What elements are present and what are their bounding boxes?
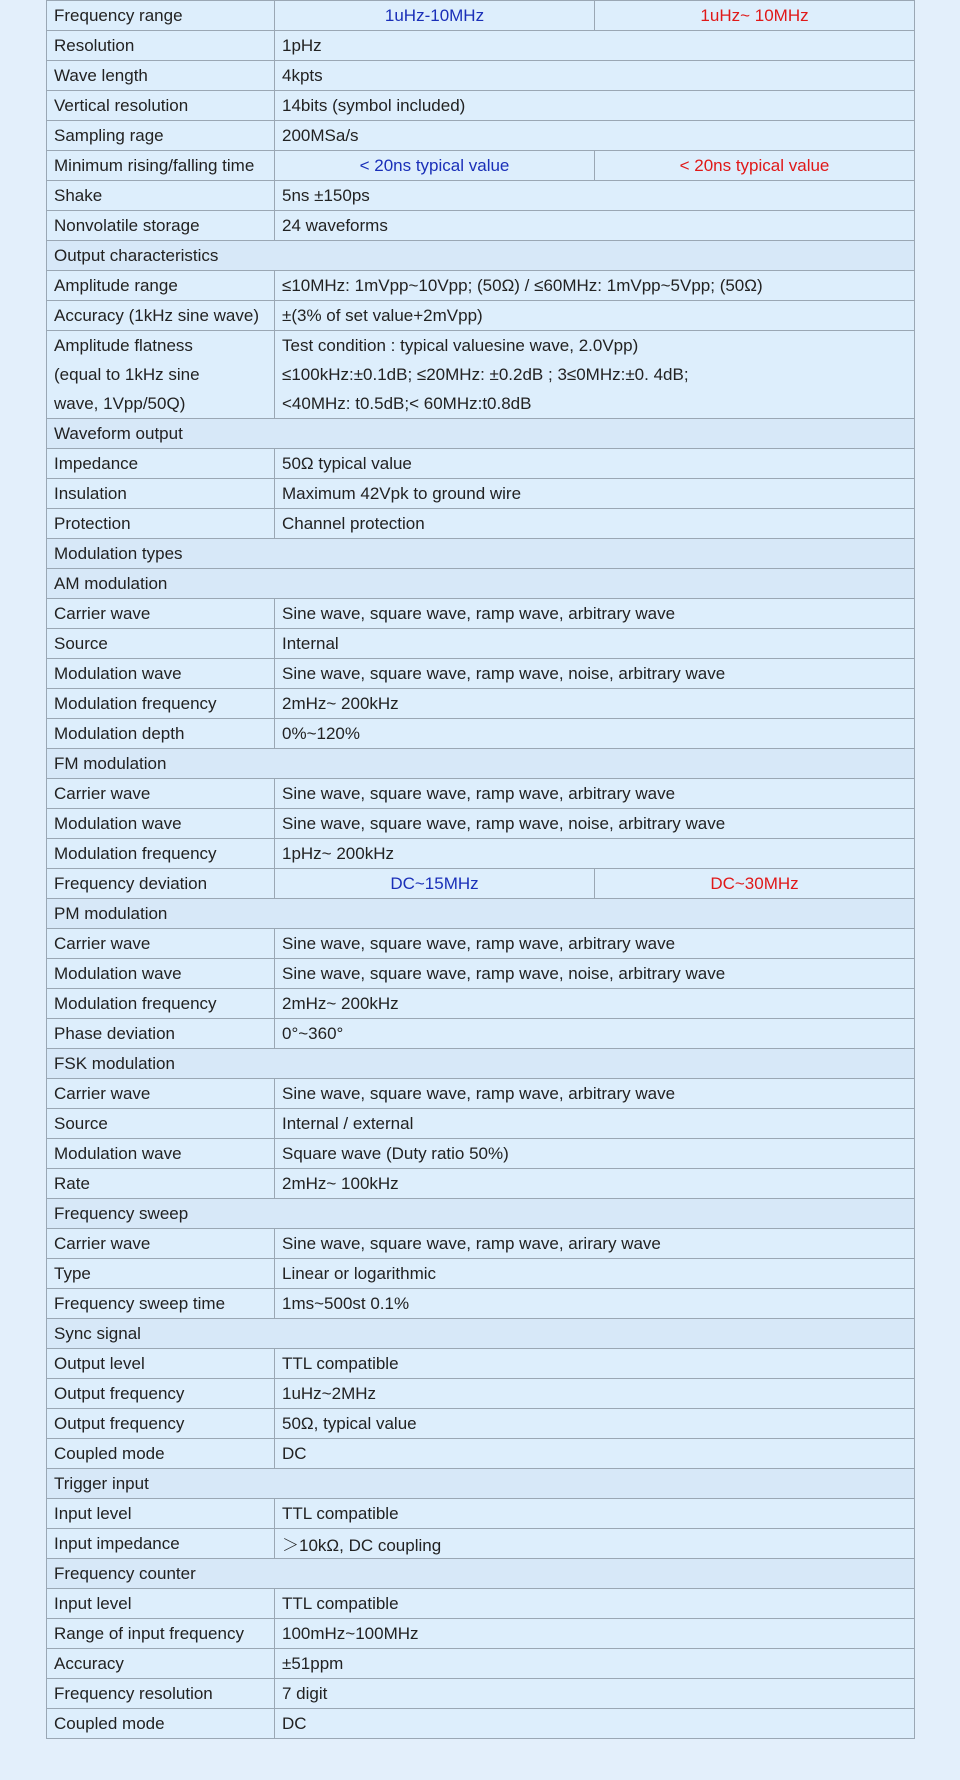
spec-value: 2mHz~ 100kHz — [275, 1169, 915, 1199]
spec-row — [47, 1529, 915, 1559]
section-title: Waveform output — [47, 419, 915, 449]
section-header-row — [47, 1199, 915, 1229]
spec-label: Source — [47, 1109, 275, 1139]
spec-value: ≤10MHz: 1mVpp~10Vpp; (50Ω) / ≤60MHz: 1mVpp~5Vpp; (50Ω) — [275, 271, 915, 301]
spec-row — [47, 121, 915, 151]
page-bottom-margin — [0, 1745, 960, 1780]
spec-label: Modulation wave — [47, 809, 275, 839]
spec-label: Accuracy (1kHz sine wave) — [47, 301, 275, 331]
spec-row — [47, 1289, 915, 1319]
spec-value: <40MHz: t0.5dB;< 60MHz:t0.8dB — [275, 389, 915, 419]
spec-label: Coupled mode — [47, 1709, 275, 1739]
spec-value-model-a: < 20ns typical value — [275, 151, 595, 181]
spec-row — [47, 1379, 915, 1409]
spec-label: Modulation wave — [47, 659, 275, 689]
spec-value: ±(3% of set value+2mVpp) — [275, 301, 915, 331]
section-title: Frequency counter — [47, 1559, 915, 1589]
spec-row — [47, 989, 915, 1019]
section-title: Sync signal — [47, 1319, 915, 1349]
spec-label: Protection — [47, 509, 275, 539]
spec-label: Carrier wave — [47, 1229, 275, 1259]
spec-value: Sine wave, square wave, ramp wave, arbitrary wave — [275, 779, 915, 809]
spec-value: 1ms~500st 0.1% — [275, 1289, 915, 1319]
spec-label: Input level — [47, 1589, 275, 1619]
section-header-row — [47, 241, 915, 271]
spec-label: Modulation wave — [47, 1139, 275, 1169]
spec-value: Internal — [275, 629, 915, 659]
spec-label: Rate — [47, 1169, 275, 1199]
spec-label: Minimum rising/falling time — [47, 151, 275, 181]
spec-label: Phase deviation — [47, 1019, 275, 1049]
spec-value: Sine wave, square wave, ramp wave, arbitrary wave — [275, 929, 915, 959]
spec-row — [47, 1619, 915, 1649]
section-title: FSK modulation — [47, 1049, 915, 1079]
spec-label: Modulation depth — [47, 719, 275, 749]
spec-row — [47, 629, 915, 659]
section-header-row — [47, 1319, 915, 1349]
section-header-row — [47, 1559, 915, 1589]
spec-label: Output level — [47, 1349, 275, 1379]
spec-row — [47, 599, 915, 629]
spec-value-model-a: 1uHz-10MHz — [275, 1, 595, 31]
spec-value-model-b: 1uHz~ 10MHz — [595, 1, 915, 31]
spec-value: 1uHz~2MHz — [275, 1379, 915, 1409]
spec-label: Frequency deviation — [47, 869, 275, 899]
spec-row — [47, 31, 915, 61]
spec-row — [47, 689, 915, 719]
spec-value: Sine wave, square wave, ramp wave, arbitrary wave — [275, 1079, 915, 1109]
spec-value: 24 waveforms — [275, 211, 915, 241]
spec-row — [47, 1169, 915, 1199]
spec-value-model-b: < 20ns typical value — [595, 151, 915, 181]
spec-row — [47, 1259, 915, 1289]
spec-row-split — [47, 151, 915, 181]
spec-value: ±51ppm — [275, 1649, 915, 1679]
section-title: FM modulation — [47, 749, 915, 779]
spec-label: Frequency sweep time — [47, 1289, 275, 1319]
spec-value: 50Ω, typical value — [275, 1409, 915, 1439]
spec-value-model-a: DC~15MHz — [275, 869, 595, 899]
spec-value: 0°~360° — [275, 1019, 915, 1049]
spec-label: Amplitude range — [47, 271, 275, 301]
spec-label: Range of input frequency — [47, 1619, 275, 1649]
spec-row — [47, 1709, 915, 1739]
section-header-row — [47, 1049, 915, 1079]
spec-row — [47, 809, 915, 839]
spec-row — [47, 959, 915, 989]
spec-row — [47, 91, 915, 121]
spec-row — [47, 211, 915, 241]
spec-label: Frequency range — [47, 1, 275, 31]
spec-row — [47, 779, 915, 809]
spec-row — [47, 181, 915, 211]
spec-label: Output frequency — [47, 1409, 275, 1439]
spec-value: Sine wave, square wave, ramp wave, noise, arbitrary wave — [275, 659, 915, 689]
spec-value: DC — [275, 1439, 915, 1469]
spec-label: Nonvolatile storage — [47, 211, 275, 241]
spec-value: Internal / external — [275, 1109, 915, 1139]
section-title: Output characteristics — [47, 241, 915, 271]
spec-row — [47, 929, 915, 959]
spec-label: Modulation frequency — [47, 989, 275, 1019]
spec-row — [47, 479, 915, 509]
section-title: PM modulation — [47, 899, 915, 929]
spec-row — [47, 839, 915, 869]
spec-row — [47, 1439, 915, 1469]
spec-label: (equal to 1kHz sine — [47, 360, 275, 389]
spec-value: 1pHz — [275, 31, 915, 61]
spec-label: Coupled mode — [47, 1439, 275, 1469]
spec-value: Channel protection — [275, 509, 915, 539]
spec-value: Sine wave, square wave, ramp wave, noise, arbitrary wave — [275, 809, 915, 839]
spec-value: 14bits (symbol included) — [275, 91, 915, 121]
spec-label: Modulation frequency — [47, 689, 275, 719]
spec-label: Shake — [47, 181, 275, 211]
spec-label: Output frequency — [47, 1379, 275, 1409]
section-title: AM modulation — [47, 569, 915, 599]
spec-row — [47, 360, 915, 389]
spec-label: Carrier wave — [47, 929, 275, 959]
spec-row — [47, 1409, 915, 1439]
spec-value: 100mHz~100MHz — [275, 1619, 915, 1649]
spec-row — [47, 509, 915, 539]
spec-row — [47, 1649, 915, 1679]
spec-value: ＞10kΩ, DC coupling — [275, 1529, 915, 1559]
spec-value: 4kpts — [275, 61, 915, 91]
spec-row — [47, 719, 915, 749]
spec-label: Impedance — [47, 449, 275, 479]
spec-value: ≤100kHz:±0.1dB; ≤20MHz: ±0.2dB ; 3≤0MHz:±0. 4dB; — [275, 360, 915, 389]
section-header-row — [47, 419, 915, 449]
spec-value: TTL compatible — [275, 1349, 915, 1379]
spec-value: Linear or logarithmic — [275, 1259, 915, 1289]
spec-value: 2mHz~ 200kHz — [275, 689, 915, 719]
spec-value: TTL compatible — [275, 1499, 915, 1529]
spec-label: Modulation frequency — [47, 839, 275, 869]
section-header-row — [47, 899, 915, 929]
spec-label: Carrier wave — [47, 779, 275, 809]
spec-row-split — [47, 1, 915, 31]
spec-row — [47, 271, 915, 301]
spec-value: Maximum 42Vpk to ground wire — [275, 479, 915, 509]
spec-label: Vertical resolution — [47, 91, 275, 121]
spec-label: Source — [47, 629, 275, 659]
spec-row — [47, 1499, 915, 1529]
spec-value: 1pHz~ 200kHz — [275, 839, 915, 869]
spec-label: Accuracy — [47, 1649, 275, 1679]
spec-row — [47, 1349, 915, 1379]
spec-value: DC — [275, 1709, 915, 1739]
spec-value: 7 digit — [275, 1679, 915, 1709]
spec-row — [47, 389, 915, 419]
spec-label: Carrier wave — [47, 599, 275, 629]
spec-row — [47, 1679, 915, 1709]
section-title: Trigger input — [47, 1469, 915, 1499]
spec-row — [47, 1109, 915, 1139]
spec-row — [47, 1229, 915, 1259]
spec-value: 0%~120% — [275, 719, 915, 749]
spec-row — [47, 301, 915, 331]
spec-label: Modulation wave — [47, 959, 275, 989]
spec-label: Frequency resolution — [47, 1679, 275, 1709]
spec-value: Sine wave, square wave, ramp wave, noise, arbitrary wave — [275, 959, 915, 989]
spec-value: 5ns ±150ps — [275, 181, 915, 211]
spec-row — [47, 659, 915, 689]
spec-table — [46, 0, 915, 1739]
spec-row-split — [47, 869, 915, 899]
spec-value: 200MSa/s — [275, 121, 915, 151]
section-header-row — [47, 1469, 915, 1499]
spec-row — [47, 1139, 915, 1169]
section-title: Modulation types — [47, 539, 915, 569]
spec-value: Test condition : typical valuesine wave, 2.0Vpp) — [275, 331, 915, 361]
spec-label: Type — [47, 1259, 275, 1289]
spec-value: Sine wave, square wave, ramp wave, arbitrary wave — [275, 599, 915, 629]
spec-label: Carrier wave — [47, 1079, 275, 1109]
spec-value-model-b: DC~30MHz — [595, 869, 915, 899]
section-header-row — [47, 539, 915, 569]
section-title: Frequency sweep — [47, 1199, 915, 1229]
spec-label: wave, 1Vpp/50Q) — [47, 389, 275, 419]
spec-value: Square wave (Duty ratio 50%) — [275, 1139, 915, 1169]
spec-value: Sine wave, square wave, ramp wave, arirary wave — [275, 1229, 915, 1259]
spec-table-body — [47, 1, 915, 1739]
spec-row — [47, 61, 915, 91]
spec-row — [47, 449, 915, 479]
spec-value: 50Ω typical value — [275, 449, 915, 479]
spec-row — [47, 1079, 915, 1109]
spec-label: Insulation — [47, 479, 275, 509]
spec-label: Input impedance — [47, 1529, 275, 1559]
spec-value: TTL compatible — [275, 1589, 915, 1619]
section-header-row — [47, 749, 915, 779]
spec-label: Resolution — [47, 31, 275, 61]
spec-label: Amplitude flatness — [47, 331, 275, 361]
spec-value: 2mHz~ 200kHz — [275, 989, 915, 1019]
spec-label: Sampling rage — [47, 121, 275, 151]
section-header-row — [47, 569, 915, 599]
spec-label: Input level — [47, 1499, 275, 1529]
spec-row — [47, 331, 915, 361]
spec-row — [47, 1019, 915, 1049]
spec-row — [47, 1589, 915, 1619]
spec-label: Wave length — [47, 61, 275, 91]
